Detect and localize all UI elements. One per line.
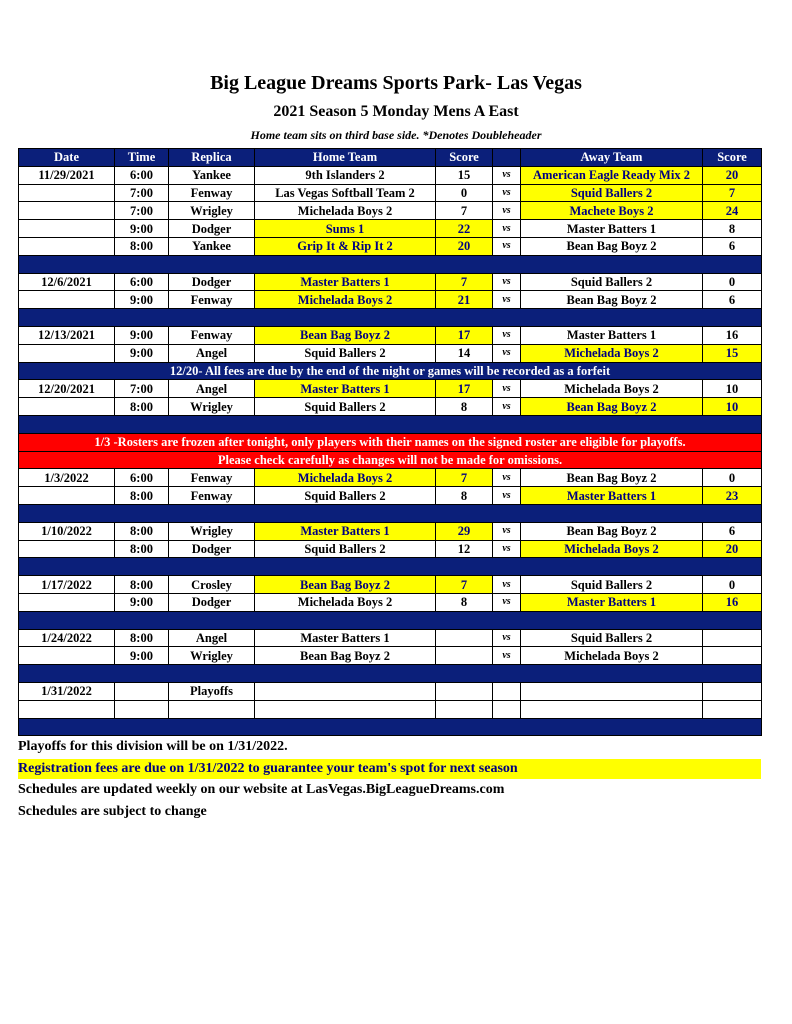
date-cell bbox=[19, 487, 115, 505]
home-score-cell: 0 bbox=[436, 184, 493, 202]
time-cell: 8:00 bbox=[115, 540, 169, 558]
time-cell: 7:00 bbox=[115, 380, 169, 398]
date-cell: 1/10/2022 bbox=[19, 522, 115, 540]
alert-row bbox=[19, 433, 762, 451]
home-team-cell: Michelada Boys 2 bbox=[255, 202, 436, 220]
home-team-cell: Michelada Boys 2 bbox=[255, 593, 436, 611]
vs-cell: vs bbox=[493, 593, 521, 611]
vs-cell: vs bbox=[493, 522, 521, 540]
date-cell: 12/20/2021 bbox=[19, 380, 115, 398]
home-score-cell: 17 bbox=[436, 326, 493, 344]
home-team-cell: Squid Ballers 2 bbox=[255, 540, 436, 558]
date-cell bbox=[19, 237, 115, 255]
vs-cell bbox=[493, 682, 521, 700]
separator-cell bbox=[19, 611, 762, 629]
date-cell: 1/24/2022 bbox=[19, 629, 115, 647]
vs-cell: vs bbox=[493, 184, 521, 202]
separator-cell bbox=[19, 504, 762, 522]
time-cell bbox=[115, 700, 169, 718]
table-row bbox=[19, 487, 762, 505]
vs-cell: vs bbox=[493, 469, 521, 487]
home-team-cell: Master Batters 1 bbox=[255, 629, 436, 647]
home-score-cell bbox=[436, 700, 493, 718]
home-team-cell: Master Batters 1 bbox=[255, 273, 436, 291]
table-row bbox=[19, 344, 762, 362]
vs-cell: vs bbox=[493, 166, 521, 184]
home-score-cell: 14 bbox=[436, 344, 493, 362]
away-score-cell: 6 bbox=[703, 237, 762, 255]
table-row bbox=[19, 380, 762, 398]
field-cell: Playoffs bbox=[169, 682, 255, 700]
home-score-cell: 17 bbox=[436, 380, 493, 398]
table-row bbox=[19, 700, 762, 718]
away-score-cell: 10 bbox=[703, 398, 762, 416]
away-team-cell: Squid Ballers 2 bbox=[521, 273, 703, 291]
time-cell: 9:00 bbox=[115, 593, 169, 611]
notice-text: 12/20- All fees are due by the end of the night or games will be recorded as a forfeit bbox=[19, 362, 762, 380]
away-team-cell: American Eagle Ready Mix 2 bbox=[521, 166, 703, 184]
field-cell: Yankee bbox=[169, 237, 255, 255]
field-cell: Angel bbox=[169, 344, 255, 362]
home-score-cell: 21 bbox=[436, 291, 493, 309]
home-score-cell: 7 bbox=[436, 202, 493, 220]
page-title: Big League Dreams Sports Park- Las Vegas bbox=[210, 72, 582, 94]
time-cell: 7:00 bbox=[115, 202, 169, 220]
separator-cell bbox=[19, 558, 762, 576]
field-cell: Fenway bbox=[169, 184, 255, 202]
alert-text: 1/3 -Rosters are frozen after tonight, only players with their names on the signed roster are eligible for playoffs. bbox=[19, 433, 762, 451]
date-cell bbox=[19, 291, 115, 309]
away-score-cell: 6 bbox=[703, 291, 762, 309]
away-team-cell: Michelada Boys 2 bbox=[521, 647, 703, 665]
away-score-cell bbox=[703, 629, 762, 647]
home-score-cell: 7 bbox=[436, 469, 493, 487]
page-note: Home team sits on third base side. *Denotes Doubleheader bbox=[250, 128, 542, 142]
away-score-cell: 6 bbox=[703, 522, 762, 540]
time-cell: 9:00 bbox=[115, 291, 169, 309]
separator-cell bbox=[19, 415, 762, 433]
home-score-cell: 22 bbox=[436, 220, 493, 238]
home-team-cell: Michelada Boys 2 bbox=[255, 469, 436, 487]
table-row bbox=[19, 166, 762, 184]
home-team-cell: Master Batters 1 bbox=[255, 522, 436, 540]
separator-cell bbox=[19, 718, 762, 736]
vs-cell: vs bbox=[493, 540, 521, 558]
home-team-cell: Sums 1 bbox=[255, 220, 436, 238]
date-cell: 1/31/2022 bbox=[19, 682, 115, 700]
home-score-cell: 8 bbox=[436, 593, 493, 611]
away-team-cell: Michelada Boys 2 bbox=[521, 380, 703, 398]
date-cell: 1/17/2022 bbox=[19, 576, 115, 594]
separator-row bbox=[19, 665, 762, 683]
vs-cell: vs bbox=[493, 326, 521, 344]
separator-row bbox=[19, 255, 762, 273]
vs-cell: vs bbox=[493, 291, 521, 309]
vs-cell: vs bbox=[493, 220, 521, 238]
vs-cell: vs bbox=[493, 202, 521, 220]
vs-cell: vs bbox=[493, 398, 521, 416]
alert-row bbox=[19, 451, 762, 469]
separator-cell bbox=[19, 255, 762, 273]
time-cell: 8:00 bbox=[115, 522, 169, 540]
date-cell bbox=[19, 700, 115, 718]
vs-cell: vs bbox=[493, 380, 521, 398]
home-score-cell: 7 bbox=[436, 576, 493, 594]
time-cell: 9:00 bbox=[115, 647, 169, 665]
time-cell: 9:00 bbox=[115, 326, 169, 344]
schedule-body bbox=[19, 166, 762, 736]
away-score-cell bbox=[703, 647, 762, 665]
home-team-cell: Bean Bag Boyz 2 bbox=[255, 576, 436, 594]
home-team-cell: Grip It & Rip It 2 bbox=[255, 237, 436, 255]
home-team-cell: Michelada Boys 2 bbox=[255, 291, 436, 309]
table-row bbox=[19, 522, 762, 540]
field-cell: Fenway bbox=[169, 326, 255, 344]
away-team-cell bbox=[521, 700, 703, 718]
home-score-cell: 7 bbox=[436, 273, 493, 291]
separator-cell bbox=[19, 665, 762, 683]
away-score-cell bbox=[703, 700, 762, 718]
field-cell: Dodger bbox=[169, 273, 255, 291]
away-team-cell bbox=[521, 682, 703, 700]
table-row bbox=[19, 273, 762, 291]
time-cell: 8:00 bbox=[115, 487, 169, 505]
away-team-cell: Master Batters 1 bbox=[521, 487, 703, 505]
home-team-cell: 9th Islanders 2 bbox=[255, 166, 436, 184]
vs-cell bbox=[493, 700, 521, 718]
date-cell bbox=[19, 202, 115, 220]
away-team-cell: Bean Bag Boyz 2 bbox=[521, 469, 703, 487]
away-score-cell: 20 bbox=[703, 540, 762, 558]
home-score-cell bbox=[436, 682, 493, 700]
home-score-cell: 20 bbox=[436, 237, 493, 255]
away-score-cell: 16 bbox=[703, 593, 762, 611]
table-row bbox=[19, 647, 762, 665]
away-score-cell: 24 bbox=[703, 202, 762, 220]
footer-subject-note: Schedules are subject to change bbox=[18, 804, 207, 819]
table-header-row bbox=[19, 149, 762, 167]
time-cell: 6:00 bbox=[115, 166, 169, 184]
alert-text: Please check carefully as changes will not be made for omissions. bbox=[19, 451, 762, 469]
time-cell: 8:00 bbox=[115, 237, 169, 255]
field-cell: Dodger bbox=[169, 593, 255, 611]
table-row bbox=[19, 220, 762, 238]
away-score-cell: 0 bbox=[703, 469, 762, 487]
separator-row bbox=[19, 309, 762, 327]
field-cell: Fenway bbox=[169, 469, 255, 487]
away-team-cell: Bean Bag Boyz 2 bbox=[521, 522, 703, 540]
field-cell: Crosley bbox=[169, 576, 255, 594]
date-cell bbox=[19, 593, 115, 611]
home-team-cell: Las Vegas Softball Team 2 bbox=[255, 184, 436, 202]
footer-registration-note: Registration fees are due on 1/31/2022 to guarantee your team's spot for next season bbox=[18, 759, 761, 779]
time-cell bbox=[115, 682, 169, 700]
vs-cell: vs bbox=[493, 273, 521, 291]
separator-row bbox=[19, 611, 762, 629]
vs-cell: vs bbox=[493, 576, 521, 594]
home-score-cell bbox=[436, 629, 493, 647]
header-away-score: Score bbox=[703, 149, 762, 167]
schedule-table bbox=[18, 148, 762, 736]
home-team-cell: Squid Ballers 2 bbox=[255, 344, 436, 362]
away-score-cell: 8 bbox=[703, 220, 762, 238]
time-cell: 8:00 bbox=[115, 629, 169, 647]
date-cell bbox=[19, 540, 115, 558]
field-cell: Dodger bbox=[169, 540, 255, 558]
away-score-cell: 20 bbox=[703, 166, 762, 184]
home-team-cell bbox=[255, 682, 436, 700]
time-cell: 9:00 bbox=[115, 220, 169, 238]
away-team-cell: Master Batters 1 bbox=[521, 593, 703, 611]
away-team-cell: Bean Bag Boyz 2 bbox=[521, 237, 703, 255]
date-cell: 12/13/2021 bbox=[19, 326, 115, 344]
vs-cell: vs bbox=[493, 629, 521, 647]
away-team-cell: Michelada Boys 2 bbox=[521, 540, 703, 558]
date-cell bbox=[19, 344, 115, 362]
page-subtitle: 2021 Season 5 Monday Mens A East bbox=[273, 103, 519, 120]
away-score-cell: 23 bbox=[703, 487, 762, 505]
field-cell bbox=[169, 700, 255, 718]
field-cell: Fenway bbox=[169, 291, 255, 309]
date-cell: 12/6/2021 bbox=[19, 273, 115, 291]
field-cell: Wrigley bbox=[169, 647, 255, 665]
field-cell: Yankee bbox=[169, 166, 255, 184]
away-team-cell: Squid Ballers 2 bbox=[521, 576, 703, 594]
vs-cell: vs bbox=[493, 647, 521, 665]
date-cell bbox=[19, 220, 115, 238]
separator-row bbox=[19, 504, 762, 522]
home-team-cell: Bean Bag Boyz 2 bbox=[255, 647, 436, 665]
header-home-score: Score bbox=[436, 149, 493, 167]
vs-cell: vs bbox=[493, 487, 521, 505]
home-team-cell: Squid Ballers 2 bbox=[255, 398, 436, 416]
table-row bbox=[19, 576, 762, 594]
home-team-cell bbox=[255, 700, 436, 718]
time-cell: 8:00 bbox=[115, 576, 169, 594]
away-team-cell: Squid Ballers 2 bbox=[521, 184, 703, 202]
away-score-cell: 0 bbox=[703, 273, 762, 291]
away-score-cell: 10 bbox=[703, 380, 762, 398]
table-row bbox=[19, 237, 762, 255]
table-row bbox=[19, 682, 762, 700]
table-row bbox=[19, 469, 762, 487]
date-cell bbox=[19, 398, 115, 416]
away-score-cell: 0 bbox=[703, 576, 762, 594]
away-team-cell: Michelada Boys 2 bbox=[521, 344, 703, 362]
home-team-cell: Squid Ballers 2 bbox=[255, 487, 436, 505]
field-cell: Angel bbox=[169, 380, 255, 398]
field-cell: Angel bbox=[169, 629, 255, 647]
away-team-cell: Machete Boys 2 bbox=[521, 202, 703, 220]
home-score-cell: 12 bbox=[436, 540, 493, 558]
header-away-team: Away Team bbox=[521, 149, 703, 167]
time-cell: 8:00 bbox=[115, 398, 169, 416]
vs-cell: vs bbox=[493, 344, 521, 362]
table-row bbox=[19, 202, 762, 220]
time-cell: 7:00 bbox=[115, 184, 169, 202]
header-vs bbox=[493, 149, 521, 167]
time-cell: 6:00 bbox=[115, 273, 169, 291]
header-replica: Replica bbox=[169, 149, 255, 167]
header-date: Date bbox=[19, 149, 115, 167]
separator-row bbox=[19, 415, 762, 433]
date-cell: 11/29/2021 bbox=[19, 166, 115, 184]
away-team-cell: Bean Bag Boyz 2 bbox=[521, 291, 703, 309]
home-score-cell: 29 bbox=[436, 522, 493, 540]
separator-row bbox=[19, 558, 762, 576]
away-score-cell: 7 bbox=[703, 184, 762, 202]
home-score-cell: 15 bbox=[436, 166, 493, 184]
home-score-cell bbox=[436, 647, 493, 665]
time-cell: 9:00 bbox=[115, 344, 169, 362]
header-time: Time bbox=[115, 149, 169, 167]
date-cell bbox=[19, 647, 115, 665]
date-cell bbox=[19, 184, 115, 202]
home-team-cell: Bean Bag Boyz 2 bbox=[255, 326, 436, 344]
home-score-cell: 8 bbox=[436, 398, 493, 416]
vs-cell: vs bbox=[493, 237, 521, 255]
field-cell: Wrigley bbox=[169, 202, 255, 220]
table-row bbox=[19, 540, 762, 558]
away-score-cell: 16 bbox=[703, 326, 762, 344]
footer-playoffs-note: Playoffs for this division will be on 1/31/2022. bbox=[18, 739, 288, 754]
field-cell: Wrigley bbox=[169, 398, 255, 416]
field-cell: Dodger bbox=[169, 220, 255, 238]
header-home-team: Home Team bbox=[255, 149, 436, 167]
away-team-cell: Bean Bag Boyz 2 bbox=[521, 398, 703, 416]
notice-row bbox=[19, 362, 762, 380]
away-team-cell: Master Batters 1 bbox=[521, 326, 703, 344]
table-row bbox=[19, 326, 762, 344]
footer-website-note: Schedules are updated weekly on our website at LasVegas.BigLeagueDreams.com bbox=[18, 782, 505, 797]
away-score-cell bbox=[703, 682, 762, 700]
away-team-cell: Squid Ballers 2 bbox=[521, 629, 703, 647]
away-score-cell: 15 bbox=[703, 344, 762, 362]
home-score-cell: 8 bbox=[436, 487, 493, 505]
table-row bbox=[19, 291, 762, 309]
home-team-cell: Master Batters 1 bbox=[255, 380, 436, 398]
time-cell: 6:00 bbox=[115, 469, 169, 487]
table-row bbox=[19, 398, 762, 416]
table-row bbox=[19, 593, 762, 611]
away-team-cell: Master Batters 1 bbox=[521, 220, 703, 238]
table-row bbox=[19, 629, 762, 647]
table-row bbox=[19, 184, 762, 202]
date-cell: 1/3/2022 bbox=[19, 469, 115, 487]
separator-row bbox=[19, 718, 762, 736]
separator-cell bbox=[19, 309, 762, 327]
field-cell: Wrigley bbox=[169, 522, 255, 540]
field-cell: Fenway bbox=[169, 487, 255, 505]
